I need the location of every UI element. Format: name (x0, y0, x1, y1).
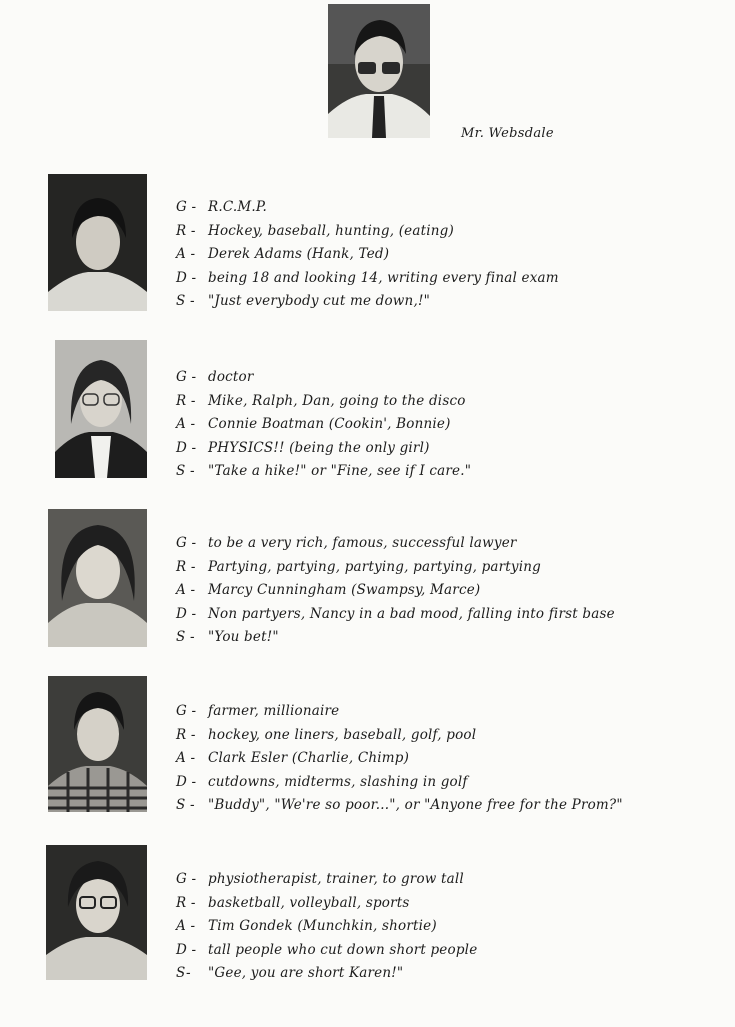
entry-line-a (176, 243, 559, 267)
entry-text: "Just everybody cut me down,!" (208, 293, 430, 310)
entry-key: S - (176, 293, 195, 310)
entry-text: Non partyers, Nancy in a bad mood, falling into first base (208, 605, 615, 622)
student-entry (176, 366, 471, 484)
teacher-photo (328, 4, 430, 138)
entry-key: R - (176, 222, 196, 239)
entry-line-s (176, 962, 477, 986)
entry-key: D - (176, 269, 197, 286)
entry-text: hockey, one liners, baseball, golf, pool (208, 726, 477, 743)
entry-text: being 18 and looking 14, writing every final exam (208, 269, 559, 286)
entry-text: Hockey, baseball, hunting, (eating) (208, 222, 454, 239)
entry-key: R - (176, 558, 196, 575)
entry-line-a (176, 747, 623, 771)
entry-key: A - (176, 582, 196, 599)
entry-line-s (176, 290, 559, 314)
entry-text: doctor (208, 369, 254, 385)
entry-line-d (176, 939, 477, 963)
entry-key: A - (176, 246, 196, 263)
entry-text: Clark Esler (Charlie, Chimp) (208, 750, 410, 767)
entry-line-r (176, 724, 623, 748)
student-entry (176, 196, 559, 314)
entry-line-r (176, 556, 615, 580)
entry-key: S - (176, 629, 195, 646)
entry-line-a (176, 579, 615, 603)
entry-text: "Buddy", "We're so poor...", or "Anyone free for the Prom?" (208, 797, 623, 814)
entry-text: Marcy Cunningham (Swampsy, Marce) (208, 582, 481, 599)
entry-key: S- (176, 965, 191, 982)
entry-line-d (176, 437, 471, 461)
entry-line-r (176, 390, 471, 414)
entry-key: D - (176, 605, 197, 622)
entry-text: "Gee, you are short Karen!" (208, 965, 404, 982)
entry-key: R - (176, 392, 196, 409)
entry-key: S - (176, 797, 195, 814)
student-photo (55, 340, 147, 478)
entry-text: basketball, volleyball, sports (208, 894, 410, 911)
entry-key: R - (176, 726, 196, 743)
entry-text: "You bet!" (208, 629, 279, 646)
entry-key: R - (176, 894, 196, 911)
entry-line-goal (176, 366, 471, 390)
student-entry (176, 532, 615, 650)
entry-key: A - (176, 416, 196, 433)
entry-text: Tim Gondek (Munchkin, shortie) (208, 918, 437, 935)
entry-text: Partying, partying, partying, partying, partying (208, 558, 542, 575)
entry-key: A - (176, 918, 196, 935)
entry-key: D - (176, 439, 197, 456)
student-photo (48, 676, 147, 812)
entry-key: D - (176, 941, 197, 958)
entry-line-d (176, 603, 615, 627)
entry-line-goal (176, 196, 559, 220)
student-photo (48, 509, 147, 647)
entry-key: S - (176, 463, 195, 480)
entry-line-goal (176, 868, 477, 892)
entry-key: D - (176, 773, 197, 790)
entry-line-goal (176, 532, 615, 556)
entry-text: to be a very rich, famous, successful lawyer (208, 535, 517, 551)
teacher-name: Mr. Websdale (461, 126, 554, 141)
entry-text: cutdowns, midterms, slashing in golf (208, 773, 468, 790)
entry-key: A - (176, 750, 196, 767)
entry-text: "Take a hike!" or "Fine, see if I care." (208, 463, 472, 480)
entry-text: Connie Boatman (Cookin', Bonnie) (208, 416, 451, 433)
entry-text: Mike, Ralph, Dan, going to the disco (208, 392, 466, 409)
entry-text: physiotherapist, trainer, to grow tall (208, 871, 464, 887)
entry-text: tall people who cut down short people (208, 941, 478, 958)
entry-line-r (176, 220, 559, 244)
entry-line-s (176, 626, 615, 650)
entry-key: G - (176, 199, 197, 215)
entry-line-a (176, 915, 477, 939)
entry-line-goal (176, 700, 623, 724)
entry-text: Derek Adams (Hank, Ted) (208, 246, 390, 263)
entry-key: G - (176, 369, 197, 385)
entry-line-d (176, 771, 623, 795)
entry-line-r (176, 892, 477, 916)
student-photo (48, 174, 147, 311)
entry-line-s (176, 460, 471, 484)
student-entry (176, 700, 623, 818)
entry-line-d (176, 267, 559, 291)
student-entry (176, 868, 477, 986)
entry-line-s (176, 794, 623, 818)
entry-key: G - (176, 535, 197, 551)
entry-text: R.C.M.P. (208, 199, 267, 215)
entry-text: farmer, millionaire (208, 703, 340, 719)
student-photo (46, 845, 147, 980)
entry-text: PHYSICS!! (being the only girl) (208, 439, 430, 456)
entry-line-a (176, 413, 471, 437)
entry-key: G - (176, 871, 197, 887)
entry-key: G - (176, 703, 197, 719)
